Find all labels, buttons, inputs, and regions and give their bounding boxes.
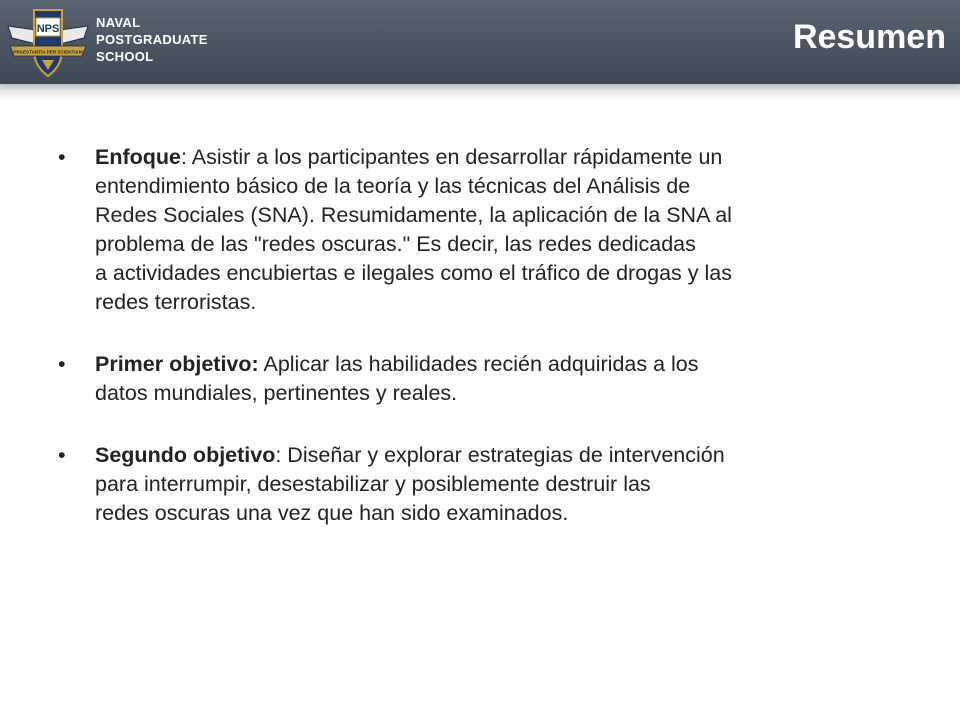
school-name-line: POSTGRADUATE: [96, 32, 208, 47]
nps-seal-logo: [6, 4, 90, 80]
bullet-item-segundo-objetivo: [58, 441, 898, 528]
bullet-text: redes oscuras una vez que han sido examinados.: [95, 501, 569, 525]
bullet-label: Primer objetivo:: [95, 352, 259, 376]
slide-header: [0, 0, 960, 84]
bullet-list: [58, 143, 898, 561]
slide-title: Resumen: [792, 18, 946, 56]
bullet-text: : Asistir a los participantes en desarrollar rápidamente un: [181, 145, 723, 169]
bullet-item-enfoque: [58, 143, 898, 317]
bullet-label: Segundo objetivo: [95, 443, 276, 467]
bullet-item-primer-objetivo: [58, 350, 898, 408]
bullet-icon: •: [58, 443, 66, 467]
school-name-line: NAVAL: [96, 15, 141, 30]
bullet-text: datos mundiales, pertinentes y reales.: [95, 381, 458, 405]
school-name: [96, 14, 208, 65]
logo-initials: NPS: [36, 23, 60, 35]
bullet-text: redes terroristas.: [95, 290, 257, 314]
bullet-text: para interrumpir, desestabilizar y posiblemente destruir las: [95, 472, 651, 496]
bullet-text: Redes Sociales (SNA). Resumidamente, la aplicación de la SNA al: [95, 203, 732, 227]
bullet-text: : Diseñar y explorar estrategias de intervención: [275, 443, 725, 467]
bullet-text: a actividades encubiertas e ilegales como el tráfico de drogas y las: [95, 261, 732, 285]
bullet-label: Enfoque: [95, 145, 181, 169]
bullet-text: Aplicar las habilidades recién adquiridas a los: [258, 352, 699, 376]
bullet-icon: •: [58, 145, 66, 169]
bullet-icon: •: [58, 352, 66, 376]
school-name-line: SCHOOL: [96, 49, 154, 64]
logo-motto: PRAESTANTIA PER SCIENTIAM: [13, 49, 83, 55]
bullet-text: problema de las "redes oscuras." Es decir, las redes dedicadas: [95, 232, 696, 256]
bullet-text: entendimiento básico de la teoría y las técnicas del Análisis de: [95, 174, 691, 198]
